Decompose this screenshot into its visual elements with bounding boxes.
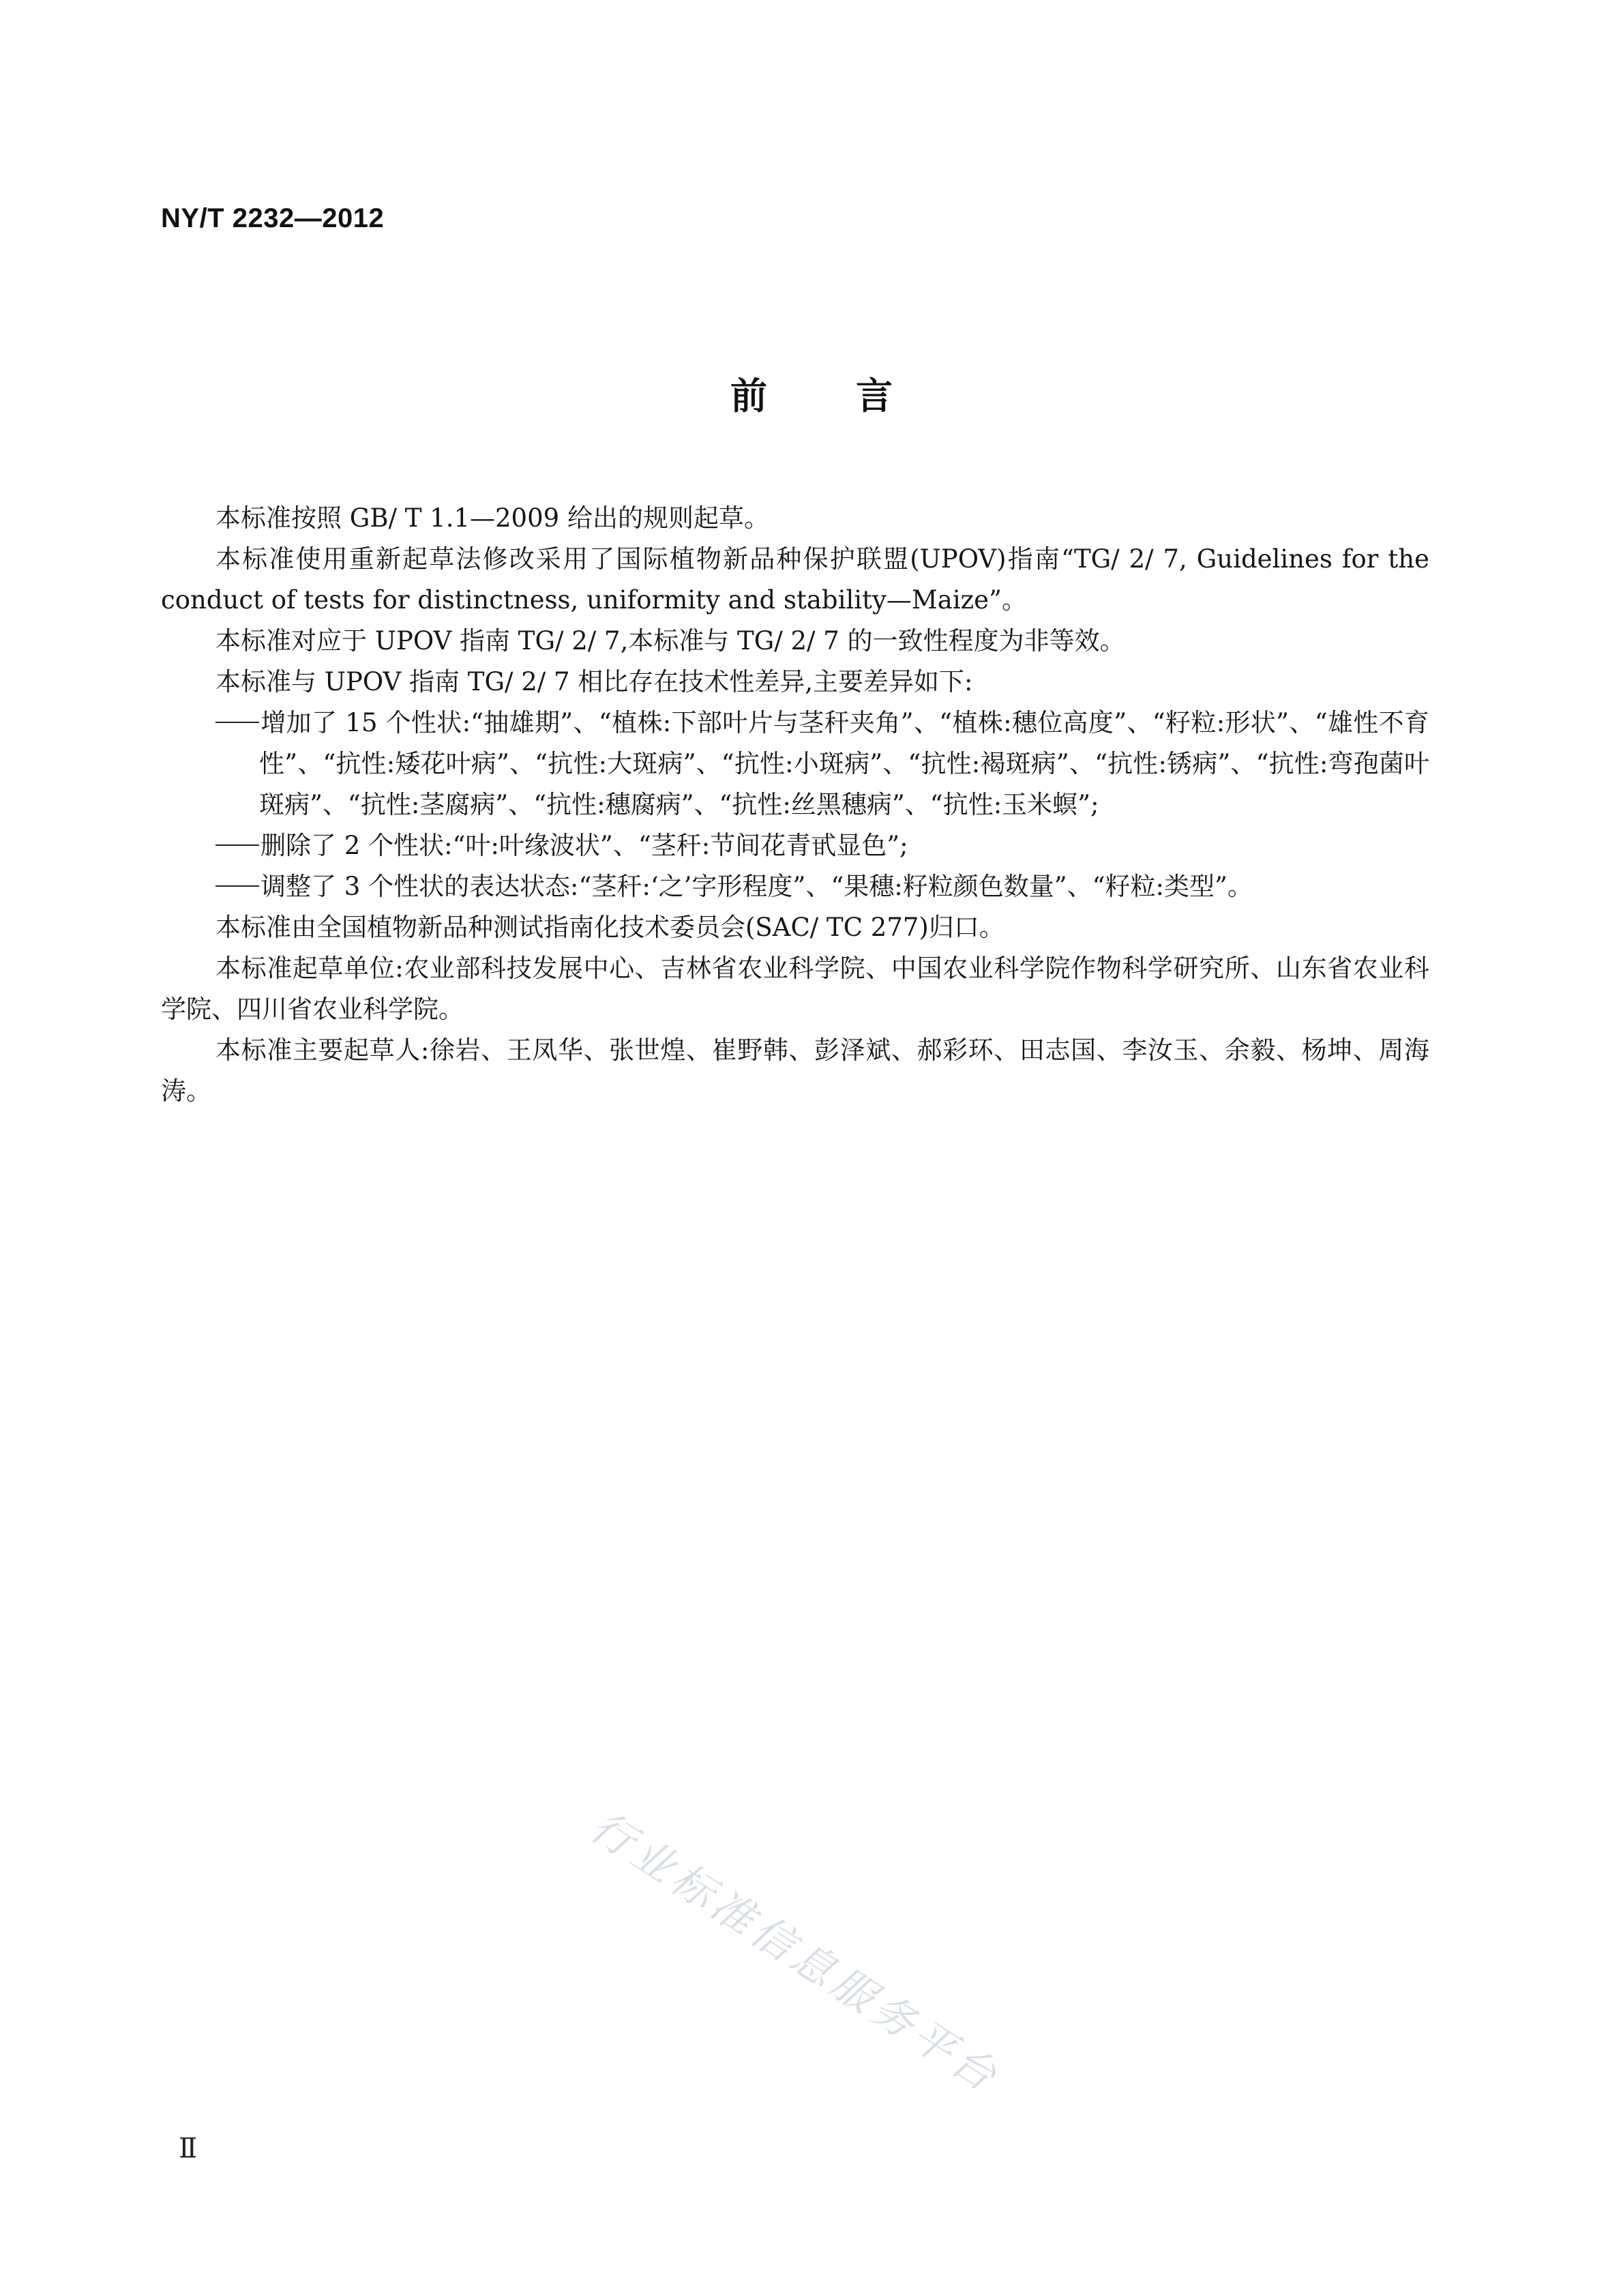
difference-text: 增加了 15 个性状:“抽雄期”、“植株:下部叶片与茎秆夹角”、“植株:穗位高度”、“籽粒:形状”、“雄性不育性”、“抗性:矮花叶病”、“抗性:大斑病”、“抗性:小斑病”、“抗性:褐斑病”、“抗性:锈病”、“抗性:弯孢菌叶斑病”、“抗性:茎腐病”、“抗性:穗腐病”、“抗性:丝黑穗病”、“抗性:玉米螟”; xyxy=(259,708,1429,819)
paragraph: 本标准按照 GB/ T 1.1—2009 给出的规则起草。 xyxy=(215,503,769,533)
difference-item xyxy=(161,866,1429,907)
difference-item xyxy=(161,825,1429,866)
paragraph: 本标准主要起草人:徐岩、王凤华、张世煌、崔野韩、彭泽斌、郝彩环、田志国、李汝玉、余毅、杨坤、周海涛。 xyxy=(161,1035,1429,1106)
difference-text: 调整了 3 个性状的表达状态:“茎秆:‘之’字形程度”、“果穗:籽粒颜色数量”、“籽粒:类型”。 xyxy=(260,872,1253,901)
dash-mark xyxy=(215,722,259,723)
difference-text: 删除了 2 个性状:“叶:叶缘波状”、“茎秆:节间花青甙显色”; xyxy=(260,831,908,860)
page-number: Ⅱ xyxy=(179,2133,198,2164)
difference-item xyxy=(161,703,1429,825)
page-title: 前言 xyxy=(730,374,981,417)
dash-mark xyxy=(215,885,259,887)
paragraph: 本标准由全国植物新品种测试指南化技术委员会(SAC/ TC 277)归口。 xyxy=(215,913,1004,942)
paragraph: 本标准与 UPOV 指南 TG/ 2/ 7 相比存在技术性差异,主要差异如下: xyxy=(215,667,973,696)
watermark: 行业标准信息服务平台 xyxy=(582,1801,1010,2104)
paragraph: 本标准起草单位:农业部科技发展中心、吉林省农业科学院、中国农业科学院作物科学研究所、山东省农业科学院、四川省农业科学院。 xyxy=(161,954,1429,1024)
paragraph: 本标准使用重新起草法修改采用了国际植物新品种保护联盟(UPOV)指南“TG/ 2/ 7, Guidelines for the conduct of tests for distinctness, uniformity and stability—Maize”。 xyxy=(161,544,1429,615)
paragraph: 本标准对应于 UPOV 指南 TG/ 2/ 7,本标准与 TG/ 2/ 7 的一致性程度为非等效。 xyxy=(215,626,1125,656)
preface-body xyxy=(161,498,1429,1112)
standard-code: NY/T 2232—2012 xyxy=(161,203,385,233)
dash-mark xyxy=(215,844,259,846)
